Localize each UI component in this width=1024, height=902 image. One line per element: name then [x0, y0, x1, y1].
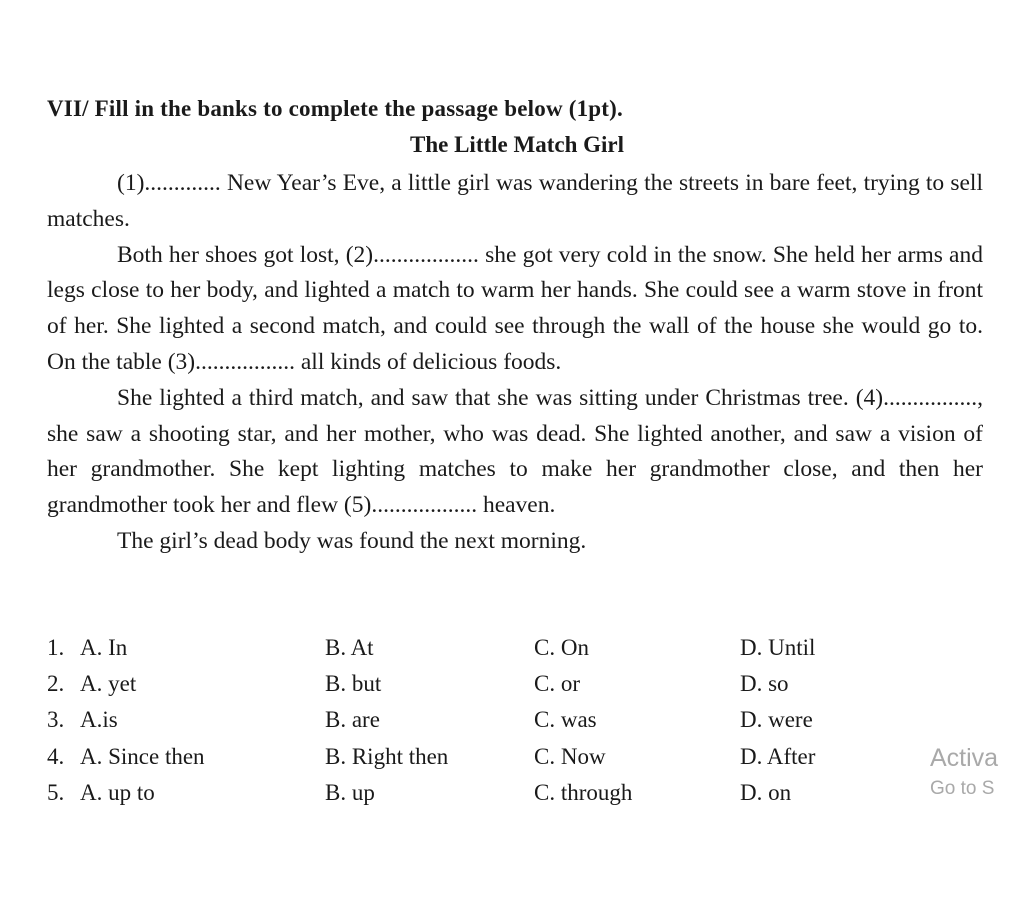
passage-title: The Little Match Girl	[410, 132, 624, 157]
passage-paragraph: (1)............. New Year’s Eve, a little girl was wandering the streets in bare feet, trying to sell matches.	[47, 170, 983, 232]
option-a: A. up to	[80, 779, 155, 805]
option-a: A. yet	[80, 671, 137, 697]
activation-watermark-title: Activa	[930, 744, 999, 772]
option-c: C. On	[534, 635, 589, 660]
option-row-4	[47, 739, 987, 775]
activation-watermark-subtitle: Go to S	[930, 778, 995, 799]
worksheet-page	[47, 0, 987, 902]
option-row-2	[47, 666, 987, 702]
answer-options	[47, 630, 987, 811]
question-number: 5.	[47, 779, 65, 805]
option-b: B. At	[325, 635, 374, 660]
passage	[47, 166, 983, 560]
option-row-5	[47, 775, 987, 811]
option-b: B. up	[325, 779, 375, 805]
option-c: C. through	[534, 779, 633, 805]
option-a: A. Since then	[80, 743, 205, 769]
question-number: 4.	[47, 743, 65, 769]
option-row-1	[47, 630, 987, 666]
question-number: 1.	[47, 635, 65, 660]
option-c: C. or	[534, 671, 580, 697]
option-b: B. Right then	[325, 743, 449, 769]
option-a: A.is	[80, 707, 118, 733]
option-row-3	[47, 702, 987, 738]
option-d: D. were	[740, 707, 813, 733]
option-d: D. so	[740, 671, 789, 697]
passage-paragraph: The girl’s dead body was found the next morning.	[117, 527, 587, 554]
option-c: C. Now	[534, 743, 606, 769]
option-d: D. Until	[740, 635, 816, 660]
question-number: 3.	[47, 707, 65, 733]
option-d: D. After	[740, 743, 816, 769]
exercise-heading: VII/ Fill in the banks to complete the passage below (1pt).	[47, 96, 623, 121]
option-c: C. was	[534, 707, 597, 733]
passage-paragraph: Both her shoes got lost, (2).................. she got very cold in the snow. She held her arms and legs close to her body, and lighted a match to warm her hands. She could see a warm stove in front of her. She lighted a second match, and could see through the wall of the house she would go to. On the table (3)................. all kinds of delicious foods.	[47, 241, 983, 375]
option-b: B. but	[325, 671, 382, 697]
option-b: B. are	[325, 707, 380, 733]
question-number: 2.	[47, 671, 65, 697]
option-d: D. on	[740, 779, 792, 805]
option-a: A. In	[80, 635, 128, 660]
passage-paragraph: She lighted a third match, and saw that she was sitting under Christmas tree. (4)................, she saw a shooting star, and her mother, who was dead. She lighted another, and saw a vision of her grandmother. She kept lighting matches to make her grandmother close, and then her grandmother took her and flew (5).................. heaven.	[47, 384, 983, 519]
